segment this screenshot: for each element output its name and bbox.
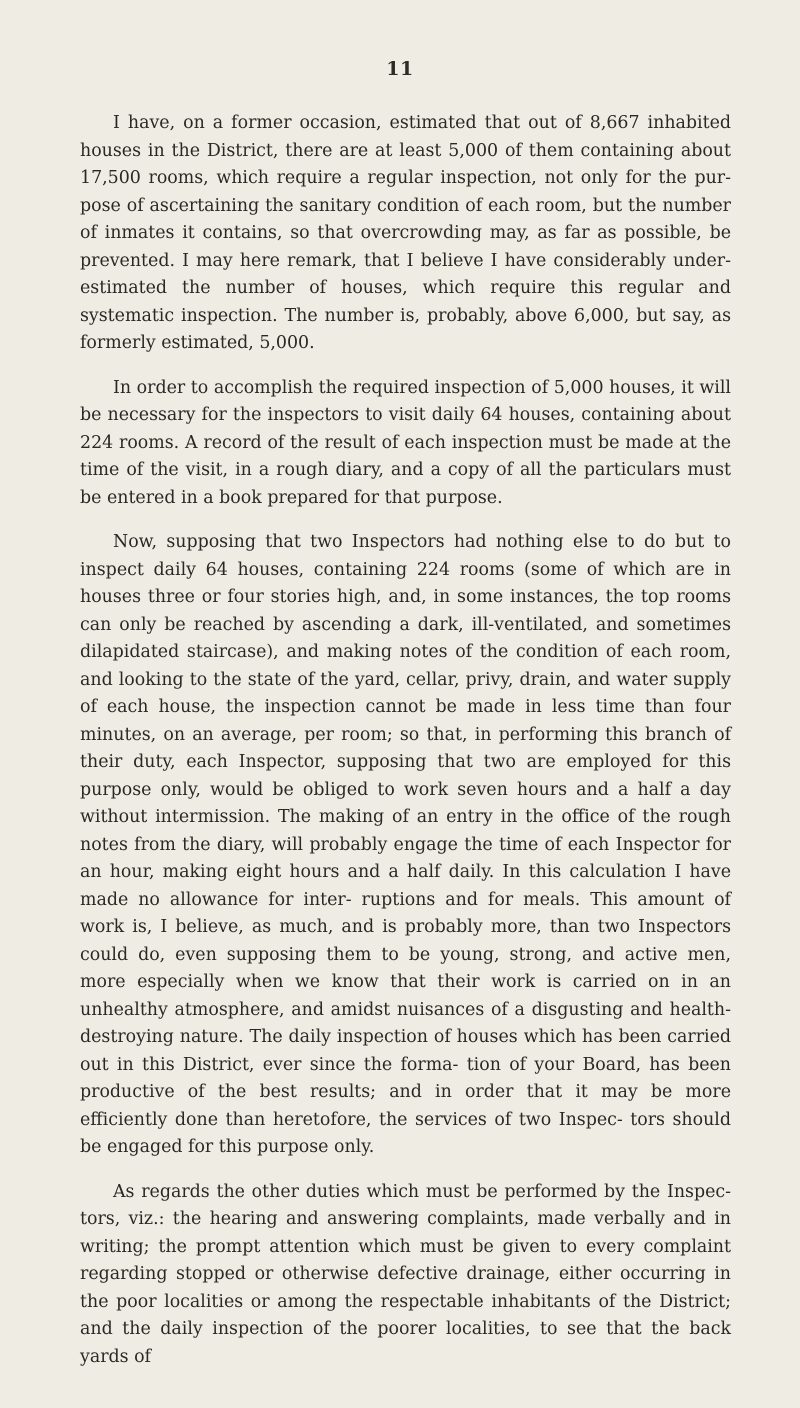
body-text (80, 110, 731, 1388)
paragraph-4: As regards the other duties which must be performed by the Inspec- tors, viz.: the hearing and answering complaints, made verbally and in writing; the prompt attention which must be given to every complaint regarding stopped or otherwise defective drainage, either occurring in the poor localities or among the respectable inhabitants of the District; and the daily inspection of the poorer localities, to see that the back yards of (80, 1181, 731, 1367)
page-number: 11 (386, 58, 414, 80)
paragraph-2: In order to accomplish the required inspection of 5,000 houses, it will be necessary for the inspectors to visit daily 64 houses, containing about 224 rooms. A record of the result of each inspection must be made at the time of the visit, in a rough diary, and a copy of all the particulars must be entered in a book prepared for that purpose. (80, 377, 731, 508)
paragraph-1: I have, on a former occasion, estimated that out of 8,667 inhabited houses in the District, there are at least 5,000 of them containing about 17,500 rooms, which require a regular inspection, not only for the pur- pose of ascertaining the sanitary condition of each room, but the number of inmates it contains, so that overcrowding may, as far as possible, be prevented. I may here remark, that I believe I have considerably under- estimated the number of houses, which require this regular and systematic inspection. The number is, probably, above 6,000, but say, as formerly estimated, 5,000. (80, 113, 731, 353)
paragraph-3: Now, supposing that two Inspectors had nothing else to do but to inspect daily 64 houses, containing 224 rooms (some of which are in houses three or four stories high, and, in some instances, the top rooms can only be reached by ascending a dark, ill-ventilated, and sometimes dilapidated staircase), and making notes of the condition of each room, and looking to the state of the yard, cellar, privy, drain, and water supply of each house, the inspection cannot be made in less time than four minutes, on an average, per room; so that, in performing this branch of their duty, each Inspector, supposing that two are employed for this purpose only, would be obliged to work seven hours and a half a day without intermission. The making of an entry in the office of the rough notes from the diary, will probably engage the time of each Inspector for an hour, making eight hours and a half daily. In this calculation I have made no allowance for inter- ruptions and for meals. This amount of work is, I believe, as much, and is probably more, than two Inspectors could do, even supposing them to be young, strong, and active men, more especially when we know that their work is carried on in an unhealthy atmosphere, and amidst nuisances of a disgusting and health-destroying nature. The daily inspection of houses which has been carried out in this District, ever since the forma- tion of your Board, has been productive of the best results; and in order that it may be more efficiently done than heretofore, the services of two Inspec- tors should be engaged for this purpose only. (80, 532, 731, 1157)
